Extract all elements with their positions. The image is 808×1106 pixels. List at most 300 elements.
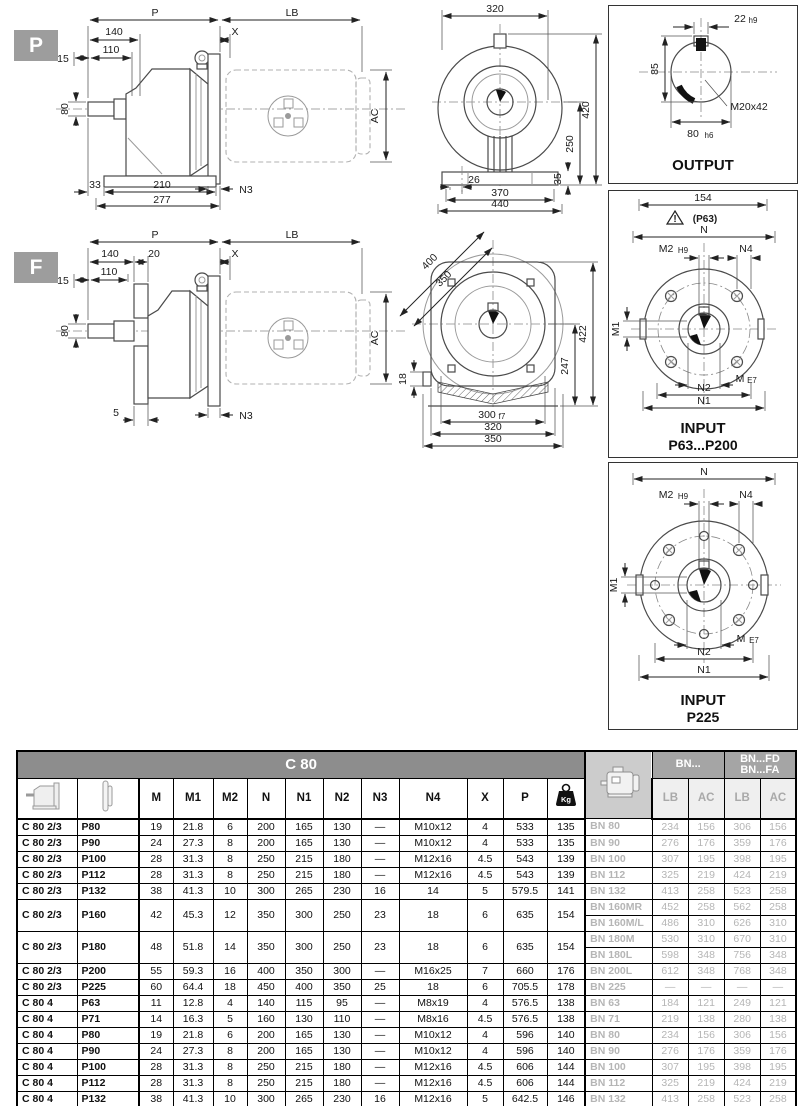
table-row	[17, 1027, 796, 1043]
dim-label: 18	[397, 373, 409, 385]
dim-label: 140	[105, 26, 123, 38]
motor-dim-cell: 359	[724, 1043, 760, 1059]
dim-label: LB	[285, 229, 299, 241]
dim-value-cell: 19	[139, 819, 173, 836]
motor-name-cell: BN 180L	[585, 947, 652, 963]
motor-dim-cell: 138	[688, 1011, 724, 1027]
motor-dim-cell: 276	[652, 835, 688, 851]
dim-label: AC	[369, 330, 381, 346]
bn-brake-series-header	[724, 751, 796, 778]
table-title: C 80	[17, 751, 585, 778]
dim-value-cell: 144	[547, 1059, 585, 1075]
dim-value-cell: 180	[323, 1059, 361, 1075]
col-header-ac-bn: AC	[688, 778, 724, 819]
model-cell: C 80 2/3	[17, 979, 77, 995]
dim-label: 80	[59, 103, 71, 115]
dim-value-cell: 8	[213, 851, 247, 867]
motor-dim-cell: 523	[724, 1091, 760, 1106]
dim-value-cell: M8x16	[399, 1011, 467, 1027]
motor-dim-cell: —	[652, 979, 688, 995]
motor-dim-cell: 276	[652, 1043, 688, 1059]
pinion-cell: P112	[77, 867, 139, 883]
weight-column-header	[547, 778, 585, 819]
motor-dim-cell: 176	[688, 835, 724, 851]
motor-dim-cell: 258	[688, 1091, 724, 1106]
motor-dim-cell: —	[724, 979, 760, 995]
dim-value-cell: 10	[213, 883, 247, 899]
dim-value-cell: 38	[139, 1091, 173, 1106]
dim-value-cell: 250	[323, 931, 361, 963]
motor-name-cell: BN 90	[585, 835, 652, 851]
dim-value-cell: 300	[285, 931, 323, 963]
input-flange-icon	[99, 779, 117, 813]
dim-label: 22	[734, 13, 746, 25]
col-header-m1: M1	[173, 778, 213, 819]
dim-value-cell: 60	[139, 979, 173, 995]
dim-label: 80	[59, 325, 71, 337]
dim-value-cell: 28	[139, 1059, 173, 1075]
dim-label: 350	[433, 268, 455, 290]
dim-value-cell: 200	[247, 1027, 285, 1043]
dim-value-cell: 596	[503, 1027, 547, 1043]
dim-value-cell: 154	[547, 931, 585, 963]
dim-value-cell: 705.5	[503, 979, 547, 995]
dim-value-cell: 300	[323, 963, 361, 979]
table-row	[17, 899, 796, 915]
dim-value-cell: 18	[399, 931, 467, 963]
motor-dim-cell: 325	[652, 867, 688, 883]
dim-value-cell: 8	[213, 1059, 247, 1075]
warning-triangle-icon	[667, 211, 683, 225]
motor-dim-cell: 156	[688, 1027, 724, 1043]
input-flange-large-drawing	[609, 463, 795, 685]
dim-value-cell: 180	[323, 1075, 361, 1091]
dim-label: 277	[153, 194, 171, 206]
dim-value-cell: 31.3	[173, 1075, 213, 1091]
motor-name-cell: BN 200L	[585, 963, 652, 979]
motor-dim-cell: 310	[688, 915, 724, 931]
motor-name-cell: BN 80	[585, 1027, 652, 1043]
motor-dim-cell: 156	[760, 1027, 796, 1043]
dim-value-cell: 350	[323, 979, 361, 995]
dim-label: N1	[697, 664, 711, 676]
dim-value-cell: 21.8	[173, 819, 213, 836]
dim-value-cell: 300	[247, 1091, 285, 1106]
dim-value-cell: 28	[139, 851, 173, 867]
motor-dim-cell: 176	[760, 1043, 796, 1059]
motor-name-cell: BN 112	[585, 1075, 652, 1091]
col-header-p: P	[503, 778, 547, 819]
motor-name-cell: BN 225	[585, 979, 652, 995]
dim-value-cell: 18	[399, 979, 467, 995]
dim-label: LB	[285, 7, 299, 19]
dim-value-cell: 51.8	[173, 931, 213, 963]
dim-value-cell: 135	[547, 835, 585, 851]
dim-value-cell: 115	[285, 995, 323, 1011]
dim-label: 110	[102, 44, 120, 56]
dim-value-cell: 265	[285, 883, 323, 899]
output-panel	[608, 5, 798, 184]
motor-dim-cell: 176	[760, 835, 796, 851]
motor-dim-cell: —	[688, 979, 724, 995]
motor-name-cell: BN 80	[585, 819, 652, 836]
dim-label: M1	[610, 321, 622, 337]
output-title: OUTPUT	[672, 157, 734, 174]
dim-value-cell: M12x16	[399, 851, 467, 867]
dim-value-cell: 140	[547, 1027, 585, 1043]
dim-value-cell: 130	[323, 819, 361, 836]
dim-label: 15	[57, 53, 69, 65]
dim-value-cell: 19	[139, 1027, 173, 1043]
dim-value-cell: 230	[323, 1091, 361, 1106]
dim-value-cell: 7	[467, 963, 503, 979]
pinion-cell: P90	[77, 835, 139, 851]
dim-label: P	[151, 229, 159, 241]
col-header-lb-bn: LB	[652, 778, 688, 819]
motor-dim-cell: 258	[688, 883, 724, 899]
dim-value-cell: 14	[213, 931, 247, 963]
table-row	[17, 851, 796, 867]
gearhead-icon	[24, 780, 70, 812]
dim-value-cell: 4	[467, 1027, 503, 1043]
pinion-cell: P200	[77, 963, 139, 979]
dim-label: N3	[239, 184, 253, 196]
motor-dim-cell: 219	[760, 867, 796, 883]
pinion-cell: P80	[77, 1027, 139, 1043]
dim-value-cell: 350	[285, 963, 323, 979]
pinion-cell: P100	[77, 1059, 139, 1075]
motor-dim-cell: 258	[760, 883, 796, 899]
input-large-range: P225	[686, 709, 720, 725]
dim-value-cell: 25	[361, 979, 399, 995]
dim-value-cell: M12x16	[399, 1075, 467, 1091]
dim-label: 85	[649, 63, 661, 75]
dim-value-cell: 21.8	[173, 1027, 213, 1043]
f-side-view-drawing	[50, 228, 415, 440]
motor-dim-cell: 258	[760, 899, 796, 915]
dim-label: 20	[148, 248, 160, 260]
dim-value-cell: —	[361, 995, 399, 1011]
dim-value-cell: 154	[547, 899, 585, 931]
dim-label: 250	[564, 135, 576, 153]
motor-name-cell: BN 112	[585, 867, 652, 883]
pinion-cell: P180	[77, 931, 139, 963]
dim-value-cell: —	[361, 1075, 399, 1091]
motor-name-cell: BN 100	[585, 1059, 652, 1075]
motor-dim-cell: 424	[724, 1075, 760, 1091]
bolt-hole	[664, 545, 675, 556]
dim-value-cell: 140	[547, 1043, 585, 1059]
dim-label: 26	[468, 174, 480, 186]
motor-dim-cell: 258	[760, 1091, 796, 1106]
dim-value-cell: 543	[503, 867, 547, 883]
dim-value-cell: 215	[285, 1075, 323, 1091]
dim-value-cell: 38	[139, 883, 173, 899]
dim-label: 15	[57, 275, 69, 287]
dim-value-cell: 350	[247, 931, 285, 963]
dim-value-cell: 16	[213, 963, 247, 979]
motor-name-cell: BN 160MR	[585, 899, 652, 915]
dim-value-cell: 130	[323, 835, 361, 851]
table-row	[17, 931, 796, 947]
dim-value-cell: 8	[213, 1043, 247, 1059]
dim-value-cell: 6	[213, 1027, 247, 1043]
motor-dim-cell: 413	[652, 883, 688, 899]
motor-dim-cell: 310	[760, 931, 796, 947]
motor-column-header	[585, 751, 652, 819]
dim-value-cell: M12x16	[399, 867, 467, 883]
dim-label: N2	[697, 382, 711, 394]
gearhead-column-header	[17, 778, 77, 819]
dim-value-cell: 12	[213, 899, 247, 931]
bolt-hole	[734, 615, 745, 626]
dim-label: AC	[369, 108, 381, 124]
dim-value-cell: 6	[213, 819, 247, 836]
model-cell: C 80 2/3	[17, 867, 77, 883]
table-row	[17, 963, 796, 979]
bn-fd-label: BN...FD	[740, 752, 780, 765]
col-header-x: X	[467, 778, 503, 819]
pinion-cell: P225	[77, 979, 139, 995]
table-row	[17, 979, 796, 995]
motor-dim-cell: 121	[688, 995, 724, 1011]
motor-name-cell: BN 63	[585, 995, 652, 1011]
motor-dim-cell: 176	[688, 1043, 724, 1059]
dim-label: 210	[153, 179, 171, 191]
dim-label: 350	[484, 433, 502, 445]
motor-dim-cell: 258	[688, 899, 724, 915]
dim-value-cell: 215	[285, 867, 323, 883]
dim-value-cell: 230	[323, 883, 361, 899]
dim-label: M1	[609, 577, 620, 593]
dim-label: N	[700, 466, 708, 478]
dim-value-cell: 16.3	[173, 1011, 213, 1027]
dim-value-cell: 28	[139, 867, 173, 883]
table-row	[17, 819, 796, 836]
motor-dim-cell: 325	[652, 1075, 688, 1091]
table-row	[17, 1043, 796, 1059]
pinion-cell: P112	[77, 1075, 139, 1091]
model-cell: C 80 4	[17, 1059, 77, 1075]
dim-label: 400	[419, 251, 441, 273]
dim-value-cell: 10	[213, 1091, 247, 1106]
dim-value-cell: 23	[361, 899, 399, 931]
dim-value-cell: 130	[323, 1027, 361, 1043]
dim-value-cell: 4	[467, 1043, 503, 1059]
table-body	[17, 819, 796, 1106]
col-header-m: M	[139, 778, 173, 819]
dim-value-cell: 200	[247, 1043, 285, 1059]
dim-label: 440	[491, 198, 509, 210]
dim-value-cell: —	[361, 963, 399, 979]
dim-value-cell: —	[361, 851, 399, 867]
dim-value-cell: 543	[503, 851, 547, 867]
bolt-hole	[666, 291, 677, 302]
table-row	[17, 1075, 796, 1091]
dim-value-cell: 16	[361, 883, 399, 899]
dim-value-cell: —	[361, 819, 399, 836]
bn-fa-label: BN...FA	[740, 763, 780, 776]
dim-tolerance-label: H9	[677, 246, 689, 255]
dim-value-cell: 250	[247, 851, 285, 867]
model-cell: C 80 2/3	[17, 883, 77, 899]
model-cell: C 80 4	[17, 1075, 77, 1091]
motor-dim-cell: 249	[724, 995, 760, 1011]
dim-value-cell: 4	[467, 995, 503, 1011]
dim-value-cell: 250	[247, 1059, 285, 1075]
motor-dim-cell: 234	[652, 1027, 688, 1043]
dim-label: 247	[559, 357, 571, 375]
dim-label: 420	[580, 101, 592, 119]
dim-value-cell: —	[361, 1011, 399, 1027]
dim-value-cell: 165	[285, 819, 323, 836]
model-cell: C 80 2/3	[17, 819, 77, 836]
motor-dim-cell: 307	[652, 851, 688, 867]
dim-value-cell: 139	[547, 851, 585, 867]
dim-tolerance-label: E7	[749, 636, 759, 645]
dim-value-cell: 5	[467, 883, 503, 899]
dim-value-cell: 180	[323, 851, 361, 867]
dim-value-cell: 635	[503, 899, 547, 931]
dim-value-cell: 178	[547, 979, 585, 995]
input-small-title: INPUT	[680, 420, 726, 437]
pinion-column-header	[77, 778, 139, 819]
motor-name-cell: BN 180M	[585, 931, 652, 947]
pinion-cell: P132	[77, 883, 139, 899]
table-row	[17, 1011, 796, 1027]
motor-name-cell: BN 100	[585, 851, 652, 867]
motor-dim-cell: 670	[724, 931, 760, 947]
motor-dim-cell: 156	[760, 819, 796, 836]
col-header-n1: N1	[285, 778, 323, 819]
motor-dim-cell: 310	[688, 931, 724, 947]
dim-value-cell: 59.3	[173, 963, 213, 979]
f-side-geometry	[56, 273, 408, 406]
dim-label: P	[151, 7, 159, 19]
dim-tolerance-label: H9	[677, 492, 689, 501]
dim-label: M	[736, 633, 746, 645]
pinion-cell: P132	[77, 1091, 139, 1106]
bn-series-header: BN...	[652, 751, 724, 778]
dim-value-cell: 165	[285, 835, 323, 851]
table-row	[17, 867, 796, 883]
dim-value-cell: 450	[247, 979, 285, 995]
dim-value-cell: 635	[503, 931, 547, 963]
warning-mark: !	[673, 214, 677, 225]
dim-value-cell: —	[361, 867, 399, 883]
motor-dim-cell: 756	[724, 947, 760, 963]
dim-label: 33	[89, 179, 101, 191]
dim-value-cell: 4	[467, 819, 503, 836]
input-large-title: INPUT	[680, 692, 726, 709]
model-cell: C 80 4	[17, 995, 77, 1011]
input-small-range: P63...P200	[668, 437, 738, 453]
dim-value-cell: 576.5	[503, 995, 547, 1011]
dim-value-cell: 165	[285, 1043, 323, 1059]
dim-label: X	[231, 26, 239, 38]
motor-dim-cell: 195	[760, 851, 796, 867]
model-cell: C 80 4	[17, 1091, 77, 1106]
motor-dim-cell: 195	[688, 1059, 724, 1075]
motor-dim-cell: 195	[688, 851, 724, 867]
dim-value-cell: —	[361, 1059, 399, 1075]
motor-dim-cell: 348	[688, 963, 724, 979]
dim-value-cell: 4	[467, 835, 503, 851]
dim-label: 320	[484, 421, 502, 433]
dim-label: 35	[552, 173, 564, 185]
bolt-hole	[666, 357, 677, 368]
table-row	[17, 1059, 796, 1075]
dim-value-cell: —	[361, 1043, 399, 1059]
pinion-cell: P71	[77, 1011, 139, 1027]
dim-value-cell: —	[361, 1027, 399, 1043]
dim-label: M20x42	[730, 101, 768, 113]
badge-label: F	[29, 255, 43, 279]
dim-value-cell: 16	[361, 1091, 399, 1106]
bolt-hole	[734, 545, 745, 556]
motor-dim-cell: 530	[652, 931, 688, 947]
motor-dim-cell: 359	[724, 835, 760, 851]
dim-label: 80	[687, 128, 699, 140]
dim-value-cell: 180	[323, 867, 361, 883]
col-header-n: N	[247, 778, 285, 819]
dim-value-cell: M10x12	[399, 835, 467, 851]
dim-value-cell: 48	[139, 931, 173, 963]
motor-dim-cell: —	[760, 979, 796, 995]
dim-value-cell: 4.5	[467, 1059, 503, 1075]
motor-dim-cell: 598	[652, 947, 688, 963]
dim-value-cell: 41.3	[173, 883, 213, 899]
dim-label: M	[735, 373, 745, 385]
dim-value-cell: 23	[361, 931, 399, 963]
dim-value-cell: 24	[139, 1043, 173, 1059]
dim-value-cell: 250	[247, 867, 285, 883]
dim-value-cell: 6	[467, 931, 503, 963]
motor-fan-logo-icon	[268, 96, 308, 136]
dim-value-cell: 642.5	[503, 1091, 547, 1106]
motor-dim-cell: 424	[724, 867, 760, 883]
bolt-hole	[664, 615, 675, 626]
dim-value-cell: 138	[547, 1011, 585, 1027]
dim-value-cell: 27.3	[173, 1043, 213, 1059]
f-front-geometry	[412, 240, 574, 410]
model-cell: C 80 4	[17, 1043, 77, 1059]
dim-label: (P63)	[692, 214, 718, 225]
motor-dim-cell: 348	[688, 947, 724, 963]
col-header-n3: N3	[361, 778, 399, 819]
dim-value-cell: 200	[247, 819, 285, 836]
motor-dim-cell: 348	[760, 963, 796, 979]
dim-label: 422	[577, 325, 589, 343]
model-cell: C 80 4	[17, 1011, 77, 1027]
p-side-geometry	[56, 51, 408, 187]
model-cell: C 80 2/3	[17, 851, 77, 867]
dim-value-cell: 400	[247, 963, 285, 979]
dim-value-cell: 606	[503, 1075, 547, 1091]
motor-dim-cell: 413	[652, 1091, 688, 1106]
motor-dim-cell: 234	[652, 819, 688, 836]
dim-value-cell: 31.3	[173, 851, 213, 867]
dim-tolerance-label: E7	[747, 376, 757, 385]
dim-value-cell: 300	[247, 883, 285, 899]
motor-dim-cell: 156	[688, 819, 724, 836]
dim-tolerance-label: h9	[748, 16, 758, 25]
bolt-hole	[732, 291, 743, 302]
dim-value-cell: M10x12	[399, 1027, 467, 1043]
motor-dim-cell: 348	[760, 947, 796, 963]
motor-dim-cell: 219	[760, 1075, 796, 1091]
motor-dim-cell: 219	[688, 1075, 724, 1091]
